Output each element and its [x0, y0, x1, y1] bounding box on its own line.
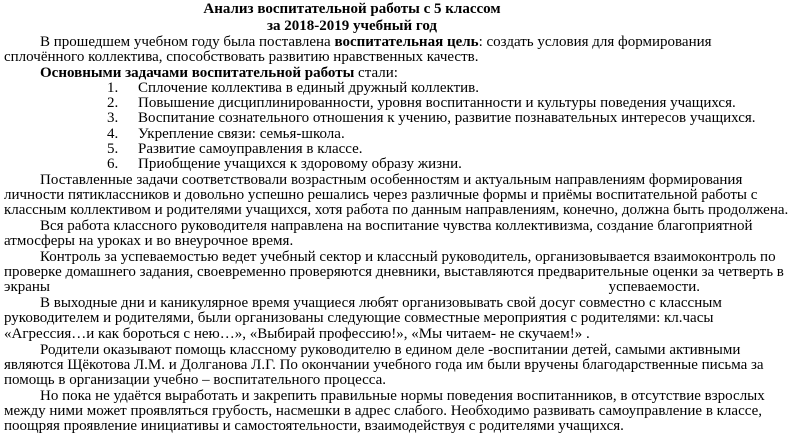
paragraph-line: поощряя проявление инициативы и самостоятельности, взаимодействуя с родителями учащихся.: [4, 418, 624, 434]
document-page: Анализ воспитательной работы с 5 классом за 2018-2019 учебный год В прошедшем учебном году была поставлена воспитательная цель: создать условия для формирования сплочённого коллектива, способствовать развитию нравственных качеств. Основными задачами воспитательной работы стали: 1. Сплочение коллектива в единый дружный коллектив. 2. Повышение дисциплинированности, уровня воспитанности и культуры поведения учащихся. 3. Воспитание сознательного отношения к учению, развитие познавательных интересов учащихся. 4. Укрепление связи: семья-школа. 5. Развитие самоуправления в классе. 6. Приобщение учащихся к здоровому образу жизни. Поставленные задачи соответствовали возрастным особенностям и актуальным направлениям формирования личности пятиклассников и довольно успешно решались через различные формы и приёмы воспитательной работы с классным коллективом и родителями учащихся, хотя работа по данным направлениям, конечно, должна быть продолжена. Вся работа классного руководителя направлена на воспитание чувства коллективизма, создание благоприятной атмосферы на уроках и во внеурочное время. Контроль за успеваемостью ведет учебный сектор и классный руководитель, организовывается взаимоконтроль по проверке домашнего задания, своевременно проверяются дневники, выставляются предварительные оценки за четверть в экраны успеваемости. В выходные дни и каникулярное время учащиеся любят организовывать свой досуг совместно с классным руководителем и родителями, были организованы следующие совместные мероприятия с родителями: кл.часы «Агрессия…и как бороться с нею…», «Выбирай профессию!», «Мы читаем- не скучаем!» . Родители оказывают помощь классному руководителю в едином деле -воспитании детей, самыми активными являются Щёкотова Л.М. и Долганова Л.Г. По окончании учебного года им были вручены благодарственные письма за помощь в организации учебно – воспитательного процесса. Но пока не удаётся выработать и закрепить правильные нормы поведения воспитанников, в отсутствие взрослых между ними может проявляться грубость, насмешки в адрес слабого. Необходимо развивать самоуправление в классе, поощряя проявление инициативы и самостоятельности, взаимодействуя с родителями учащихся.: [0, 0, 704, 435]
paragraph-line: Поставленные задачи соответствовали возрастным особенностям и актуальным направлениям формирования: [40, 171, 743, 188]
tasks-heading: Основными задачами воспитательной работы стали:: [40, 65, 398, 82]
document-title: Анализ воспитательной работы с 5 классом: [203, 1, 501, 17]
paragraph-line: помощь в организации учебно – воспитательного процесса.: [4, 371, 387, 388]
paragraph-line: экраны: [4, 279, 50, 296]
paragraph-line: проверке домашнего задания, своевременно проверяются дневники, выставляются предварительные оценки за четверть в: [4, 264, 784, 281]
paragraph-line: Вся работа классного руководителя направлена на воспитание чувства коллективизма, создание благоприятной: [40, 218, 753, 234]
paragraph-line-end: успеваемости.: [608, 279, 700, 296]
paragraph-line: классным коллективом и родителями учащихся, хотя работа по данным направлениям, конечно, должна быть продолжена.: [4, 201, 788, 218]
paragraph-line: Контроль за успеваемостью ведет учебный сектор и классный руководитель, организовывается взаимоконтроль по: [40, 249, 776, 266]
paragraph-line: руководителем и родителями, были организованы следующие совместные мероприятия с родителями: кл.часы: [4, 310, 714, 327]
paragraph-line: В выходные дни и каникулярное время учащиеся любят организовывать свой досуг совместно с классным: [40, 295, 722, 312]
goal-term: воспитательная цель: [334, 34, 479, 50]
document-subtitle: за 2018-2019 учебный год: [267, 18, 437, 34]
paragraph-line: атмосферы на уроках и во внеурочное время.: [4, 233, 294, 250]
paragraph-line: личности пятиклассников и довольно успешно решались через различные формы и приёмы воспитательной работы с: [4, 186, 758, 203]
paragraph-line: между ними может проявляться грубость, насмешки в адрес слабого. Необходимо развивать самоуправление в классе,: [4, 402, 762, 419]
paragraph-line: Но пока не удаётся выработать и закрепить правильные нормы поведения воспитанников, в отсутствие взрослых: [40, 387, 765, 404]
paragraph-line: Родители оказывают помощь классному руководителю в едином деле -воспитании детей, самыми активными: [40, 341, 741, 358]
paragraph-goal-line-1: В прошедшем учебном году была поставлена воспитательная цель: создать условия для формирования: [40, 34, 712, 50]
paragraph-line: «Агрессия…и как бороться с нею…», «Выбирай профессию!», «Мы читаем- не скучаем!» .: [4, 325, 590, 342]
paragraph-line: являются Щёкотова Л.М. и Долганова Л.Г. По окончании учебного года им были вручены благодарственные письма за: [4, 356, 764, 373]
paragraph-goal-line-2: сплочённого коллектива, способствовать развитию нравственных качеств.: [4, 49, 479, 66]
